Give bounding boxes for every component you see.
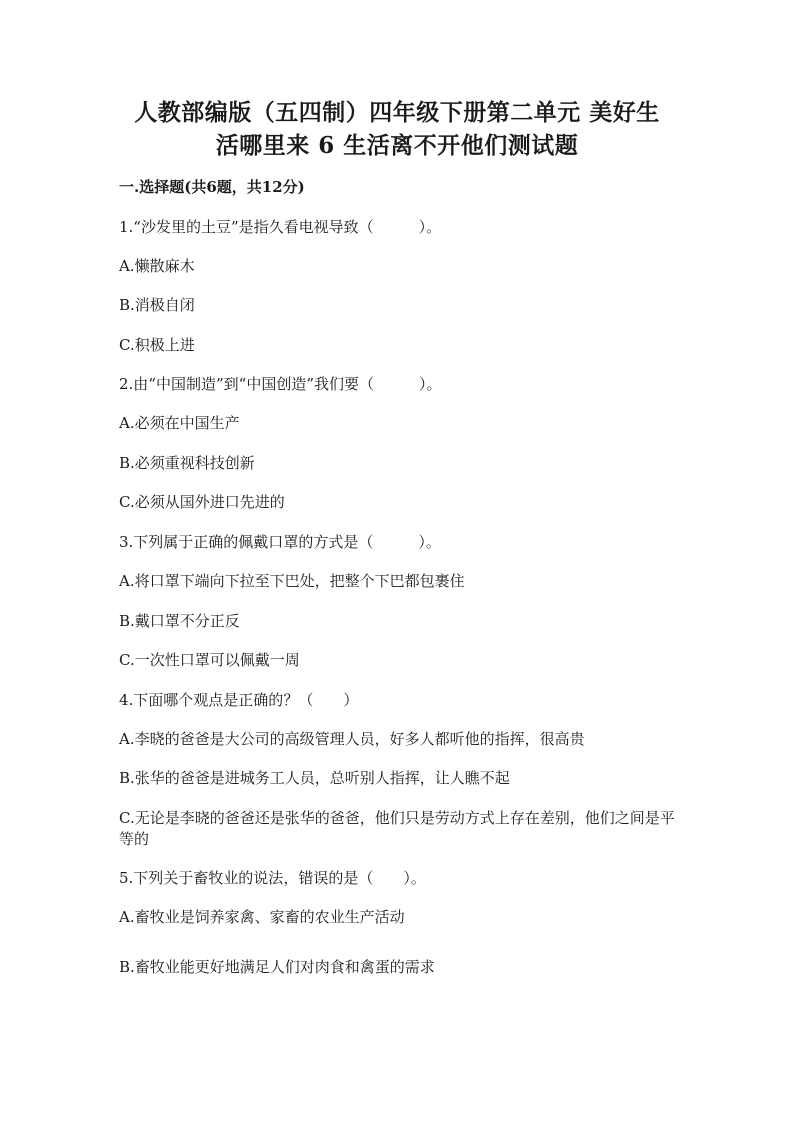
question-2-option-c: C.必须从国外进口先进的 [119,493,285,511]
document-title-line-1: 人教部编版（五四制）四年级下册第二单元 美好生 [134,99,660,126]
question-4-option-a: A.李晓的爸爸是大公司的高级管理人员，好多人都听他的指挥，很高贵 [119,730,585,748]
question-3-option-a: A.将口罩下端向下拉至下巴处，把整个下巴都包裹住 [119,572,465,590]
question-2-option-b: B.必须重视科技创新 [119,454,255,472]
question-2-stem: 2.由“中国制造”到“中国创造”我们要（ ）。 [119,375,442,393]
question-1-option-c: C.积极上进 [119,336,195,354]
question-5-option-b: B.畜牧业能更好地满足人们对肉食和禽蛋的需求 [119,958,435,976]
question-1-option-b: B.消极自闭 [119,296,195,314]
question-3-option-c: C.一次性口罩可以佩戴一周 [119,651,300,669]
question-4-option-c: C.无论是李晓的爸爸还是张华的爸爸，他们只是劳动方式上存在差别，他们之间是平等的 [119,809,675,848]
question-2-option-a: A.必须在中国生产 [119,414,240,432]
question-5-stem: 5.下列关于畜牧业的说法，错误的是（ ）。 [119,869,426,887]
question-1-stem: 1.“沙发里的土豆”是指久看电视导致（ ）。 [119,218,442,236]
question-1-option-a: A.懒散麻木 [119,257,195,275]
document-title-line-2: 活哪里来 6 生活离不开他们测试题 [215,132,579,159]
question-4-stem: 4.下面哪个观点是正确的？（ ） [119,691,359,709]
question-3-stem: 3.下列属于正确的佩戴口罩的方式是（ ）。 [119,533,441,551]
question-3-option-b: B.戴口罩不分正反 [119,612,240,630]
question-4-option-b: B.张华的爸爸是进城务工人员，总听别人指挥，让人瞧不起 [119,769,510,787]
section-heading: 一.选择题(共6题，共12分) [119,178,305,196]
question-5-option-a: A.畜牧业是饲养家禽、家畜的农业生产活动 [119,908,405,926]
